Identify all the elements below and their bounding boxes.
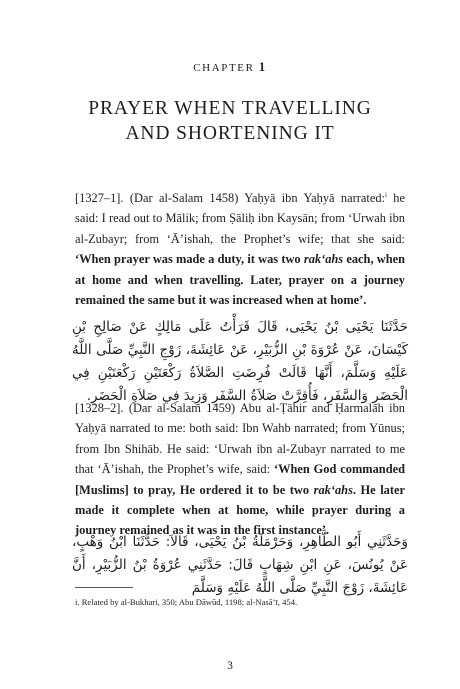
hadith-1-quote-b: each, when at home and when travelling. Later, prayer on a journey remained the same but it was increased when at home’.: [75, 252, 406, 308]
hadith-2-term: rak‘ahs: [313, 482, 353, 497]
chapter-number: 1: [258, 60, 267, 74]
hadith-1-quote-a: ‘When prayer was made a duty, it was two: [75, 252, 304, 267]
chapter-label: CHAPTER: [193, 62, 255, 74]
chapter-title: [60, 96, 400, 146]
hadith-1-chain: he said: I read out to Mālik; from Ṣāliḥ ibn Kaysān; from ‘Urwah ibn al-Zubayr; from ‘Ā’ishah, the Prophet’s wife; that she said:: [75, 191, 405, 246]
footnote-marker[interactable]: i: [384, 190, 387, 199]
footnote-mark: i.: [75, 597, 80, 607]
footnote-divider: [75, 587, 133, 588]
hadith-2-quote-b: . He later made it complete when at home, while prayer during a journey remained as it was in the first instance’.: [75, 482, 405, 538]
hadith-1-intro: (Dar al-Salam 1458) Yaḥyā ibn Yaḥyā narrated:: [123, 191, 385, 205]
hadith-2-translation: [75, 398, 405, 541]
chapter-title-line-2: AND SHORTENING IT: [125, 123, 335, 144]
hadith-1-arabic: حَدَّثَنَا يَحْيَى بْنُ يَحْيَى، قَالَ قَرَأْتُ عَلَى مَالِكٍ عَنْ صَالِحِ بْنِ كَيْسَانَ، عَنْ عُرْوَةَ بْنِ الزُّبَيْرِ، عَنْ عَائِشَةَ، زَوْجِ النَّبِيِّ صَلَّى اللَّهُ عَلَيْهِ وَسَلَّمَ، أَنَّهَا قَالَتْ فُرِضَتِ الصَّلاَةُ رَكْعَتَيْنِ رَكْعَتَيْنِ فِي الْحَضَرِ وَالسَّفَرِ، فَأُقِرَّتْ صَلاَةُ السَّفَرِ وَزِيدَ فِي صَلاَةِ الْحَضَرِ.: [72, 319, 408, 404]
hadith-2-arabic: وَحَدَّثَنِي أَبُو الطَّاهِرِ، وَحَرْمَلَةُ بْنُ يَحْيَى، قَالاَ: حَدَّثَنَا ابْنُ وَهْبٍ، عَنْ يُونُسَ، عَنِ ابْنِ شِهَابٍ قَالَ: حَدَّثَنِي عُرْوَةُ بْنُ الزُّبَيْرِ، أَنَّ عَائِشَةَ، زَوْجَ النَّبِيِّ صَلَّى اللَّهُ عَلَيْهِ وَسَلَّمَ: [72, 534, 408, 596]
chapter-title-line-1: PRAYER WHEN TRAVELLING: [88, 98, 372, 119]
hadith-2-reference: [1328–2].: [75, 401, 124, 415]
hadith-1-term: rak‘ahs: [303, 252, 344, 267]
footnote: [75, 596, 405, 608]
hadith-2-quote-a: ‘When God commanded [Muslims] to pray, He ordered it to be two: [75, 462, 405, 497]
footnote-text: Related by al-Bukhari, 350; Abu Dāwūd, 1198; al-Nasā’ī, 454.: [81, 597, 298, 607]
hadith-1-reference: [1327–1].: [75, 191, 124, 205]
hadith-2-intro: (Dar al-Salam 1459) Abu al-Ṭāhir and Ḥarmalah ibn Yaḥyā narrated to me: both said: Ibn Wahb narrated; from Yūnus; from Ibn Shihāb. He said: ‘Urwah ibn al-Zubayr narrated to me that ‘Ā’ishah, the Prophet’s wife, said:: [75, 401, 405, 477]
page-number: 3: [227, 660, 233, 672]
hadith-1-translation: [75, 188, 405, 310]
chapter-heading: [0, 60, 460, 75]
